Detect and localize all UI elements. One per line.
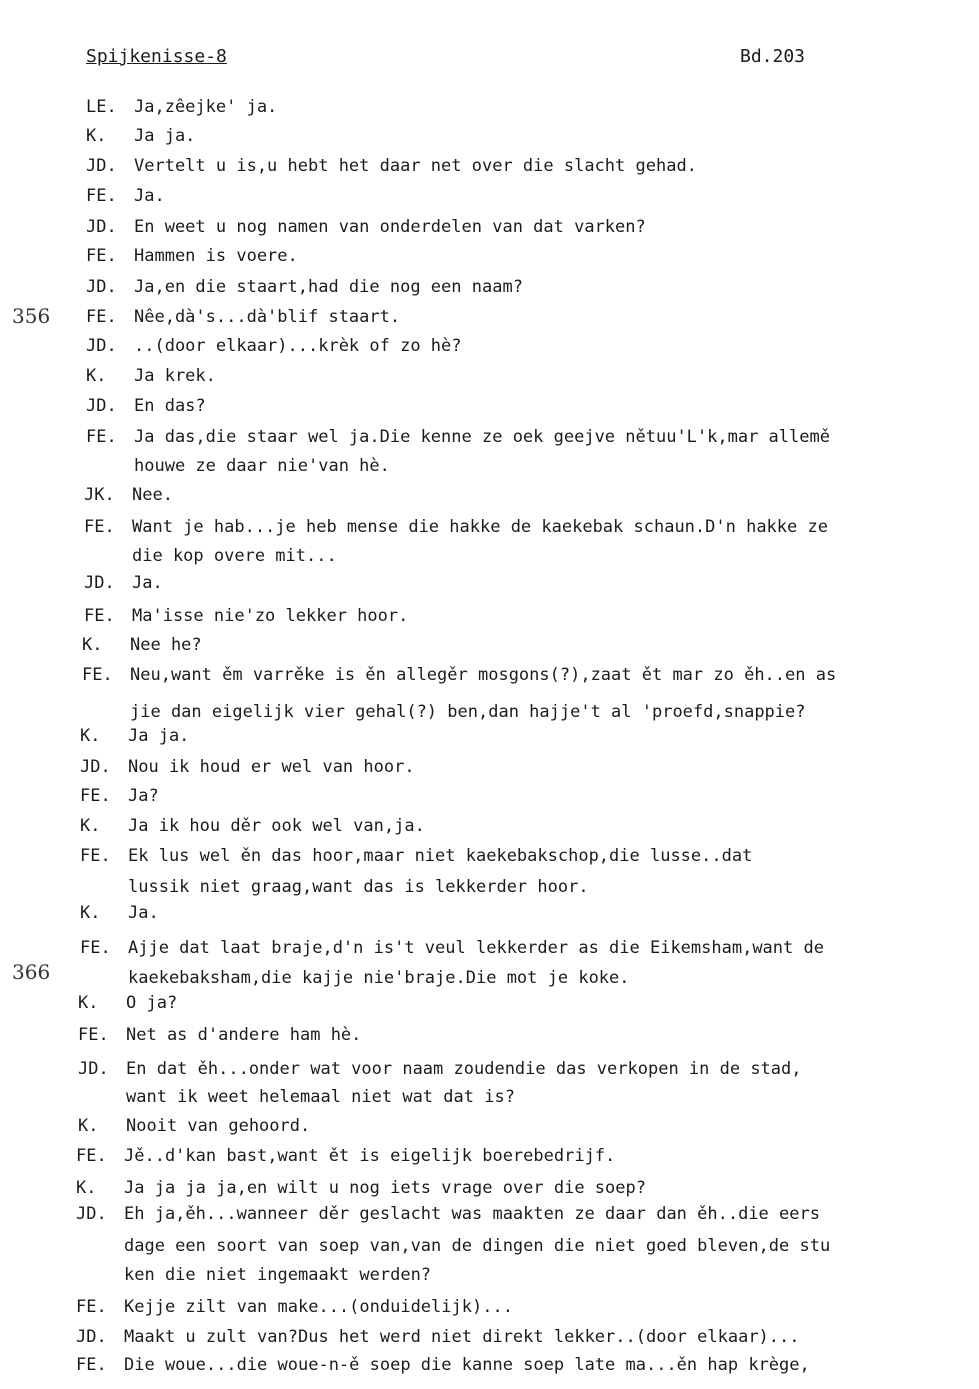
utterance-text: Ja ja. [134, 126, 196, 146]
utterance-text: En das? [134, 396, 206, 416]
speaker-label: K. [76, 1178, 97, 1198]
utterance-text: Ja,zêejke' ja. [134, 97, 278, 117]
speaker-label: JD. [86, 396, 117, 416]
speaker-label: JD. [80, 757, 111, 777]
speaker-label: FE. [76, 1355, 107, 1375]
utterance-text: Ma'isse nie'zo lekker hoor. [132, 606, 409, 626]
utterance-text: Nee he? [130, 635, 202, 655]
speaker-label: FE. [86, 246, 117, 266]
utterance-text: jie dan eigelijk vier gehal(?) ben,dan hajje't al 'proefd,snappie? [130, 702, 806, 722]
utterance-text: Maakt u zult van?Dus het werd niet direkt lekker..(door elkaar)... [124, 1327, 800, 1347]
speaker-label: FE. [76, 1146, 107, 1166]
utterance-text: Ja krek. [134, 366, 216, 386]
speaker-label: K. [86, 366, 107, 386]
utterance-text: Ja ja. [128, 726, 190, 746]
utterance-text: Ja ik hou děr ook wel van,ja. [128, 816, 425, 836]
utterance-text: Ja. [128, 903, 159, 923]
utterance-text: Vertelt u is,u hebt het daar net over die slacht gehad. [134, 156, 697, 176]
speaker-label: JD. [86, 277, 117, 297]
speaker-label: JD. [76, 1204, 107, 1224]
page-number: Bd.203 [740, 46, 806, 67]
speaker-label: JD. [86, 156, 117, 176]
utterance-text: ..(door elkaar)...krèk of zo hè? [134, 336, 462, 356]
speaker-label: K. [80, 816, 101, 836]
utterance-text: O ja? [126, 993, 178, 1013]
speaker-label: JD. [84, 573, 115, 593]
utterance-text: Die woue...die woue-n-ě soep die kanne soep late ma...ěn hap krège, [124, 1355, 810, 1375]
utterance-text: Nee. [132, 485, 173, 505]
speaker-label: K. [78, 1116, 99, 1136]
utterance-text: Ja? [128, 786, 159, 806]
utterance-text: Ja. [132, 573, 163, 593]
utterance-text: Net as d'andere ham hè. [126, 1025, 362, 1045]
utterance-text: die kop overe mit... [132, 546, 337, 566]
speaker-label: FE. [86, 186, 117, 206]
speaker-label: FE. [84, 517, 115, 537]
speaker-label: FE. [84, 606, 115, 626]
document-title: Spijkenisse-8 [86, 46, 227, 67]
utterance-text: houwe ze daar nie'van hè. [134, 456, 390, 476]
speaker-label: FE. [86, 307, 117, 327]
utterance-text: Nou ik houd er wel van hoor. [128, 757, 415, 777]
speaker-label: JD. [78, 1059, 109, 1079]
margin-line-number: 356 [12, 304, 51, 328]
speaker-label: FE. [76, 1297, 107, 1317]
speaker-label: FE. [78, 1025, 109, 1045]
utterance-text: Jě..d'kan bast,want ět is eigelijk boerebedrijf. [124, 1146, 616, 1166]
utterance-text: Ja ja ja ja,en wilt u nog iets vrage over die soep? [124, 1178, 646, 1198]
speaker-label: JD. [76, 1327, 107, 1347]
speaker-label: FE. [80, 786, 111, 806]
utterance-text: Nooit van gehoord. [126, 1116, 311, 1136]
utterance-text: want ik weet helemaal niet wat dat is? [126, 1087, 515, 1107]
speaker-label: JD. [86, 336, 117, 356]
speaker-label: FE. [82, 665, 113, 685]
speaker-label: K. [80, 726, 101, 746]
utterance-text: Hammen is voere. [134, 246, 298, 266]
utterance-text: Want je hab...je heb mense die hakke de kaekebak schaun.D'n hakke ze [132, 517, 828, 537]
utterance-text: ken die niet ingemaakt werden? [124, 1265, 432, 1285]
utterance-text: Kejje zilt van make...(onduidelijk)... [124, 1297, 513, 1317]
utterance-text: Ja das,die staar wel ja.Die kenne ze oek geejve nětuu'L'k,mar allemě [134, 427, 830, 447]
utterance-text: Eh ja,ěh...wanneer děr geslacht was maakten ze daar dan ěh..die eers [124, 1204, 820, 1224]
utterance-text: Ajje dat laat braje,d'n is't veul lekkerder as die Eikemsham,want de [128, 938, 824, 958]
speaker-label: FE. [80, 846, 111, 866]
speaker-label: FE. [86, 427, 117, 447]
utterance-text: kaekebaksham,die kajje nie'braje.Die mot je koke. [128, 968, 630, 988]
utterance-text: En dat ěh...onder wat voor naam zoudendie das verkopen in de stad, [126, 1059, 802, 1079]
utterance-text: Ja. [134, 186, 165, 206]
utterance-text: En weet u nog namen van onderdelen van dat varken? [134, 217, 646, 237]
utterance-text: dage een soort van soep van,van de dingen die niet goed bleven,de stu [124, 1236, 831, 1256]
utterance-text: Nêe,dà's...dà'blif staart. [134, 307, 401, 327]
speaker-label: FE. [80, 938, 111, 958]
speaker-label: K. [80, 903, 101, 923]
speaker-label: K. [78, 993, 99, 1013]
utterance-text: Neu,want ěm varrěke is ěn allegěr mosgons(?),zaat ět mar zo ěh..en as [130, 665, 837, 685]
speaker-label: JK. [84, 485, 115, 505]
utterance-text: Ek lus wel ěn das hoor,maar niet kaekebakschop,die lusse..dat [128, 846, 753, 866]
utterance-text: Ja,en die staart,had die nog een naam? [134, 277, 523, 297]
speaker-label: LE. [86, 97, 117, 117]
margin-line-number: 366 [12, 960, 51, 984]
speaker-label: K. [86, 126, 107, 146]
speaker-label: JD. [86, 217, 117, 237]
utterance-text: lussik niet graag,want das is lekkerder hoor. [128, 877, 589, 897]
speaker-label: K. [82, 635, 103, 655]
